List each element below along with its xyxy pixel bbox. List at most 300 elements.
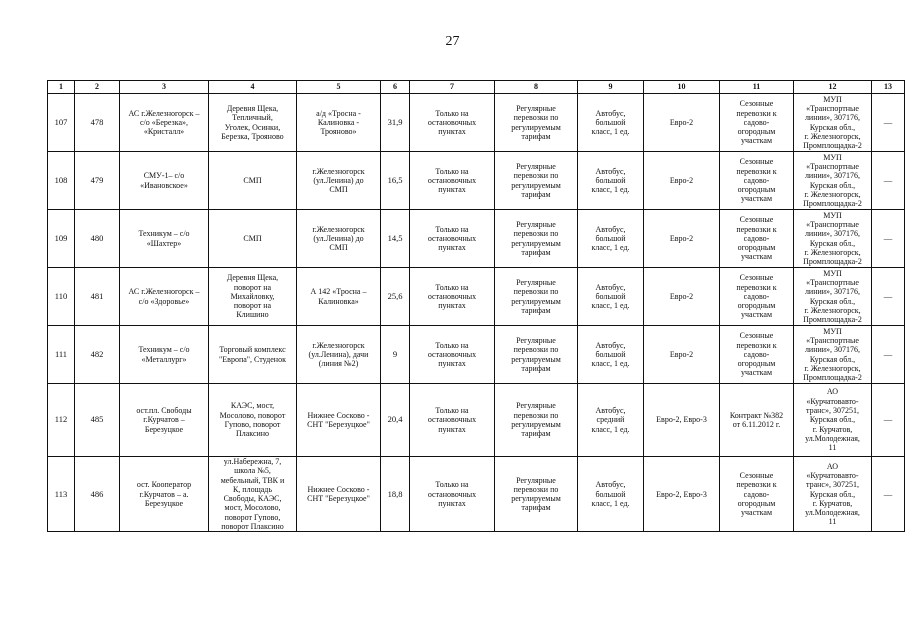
cell-line: Только на — [435, 340, 469, 350]
column-header-1: 1 — [48, 81, 75, 94]
table-cell-col-12 — [794, 210, 872, 268]
cell-line: СМП — [243, 175, 262, 185]
cell-line: поворот Гупово, — [224, 512, 281, 522]
cell-line: А 142 «Тросна – — [310, 287, 367, 297]
cell-line: перевозки к — [736, 282, 777, 292]
cell-line: Курская обл., — [809, 180, 856, 190]
cell-line: «Транспортные — [806, 161, 859, 171]
cell-line: огородным — [737, 498, 776, 508]
table-cell-col-11 — [720, 326, 794, 384]
column-header-5: 5 — [297, 81, 381, 94]
cell-line: участкам — [741, 194, 772, 204]
cell-line: МУП — [823, 94, 842, 104]
cell-line: ост. Кооператор — [136, 480, 192, 490]
cell-line: АО — [826, 387, 839, 397]
table-cell-col-2: 480 — [75, 210, 120, 268]
column-header-2: 2 — [75, 81, 120, 94]
cell-line: остановочных — [427, 117, 477, 127]
cell-line: транс», 307251, — [806, 406, 859, 416]
cell-line: МУП — [823, 268, 842, 278]
cell-line: перевозки к — [736, 166, 777, 176]
cell-line: поворот на — [233, 301, 272, 311]
table-cell-col-11 — [720, 384, 794, 457]
cell-line: МУП — [823, 210, 842, 220]
cell-line: участкам — [741, 136, 772, 146]
table-cell-col-6: 14,5 — [381, 210, 410, 268]
cell-line: 11 — [828, 517, 837, 527]
cell-line: Березуцкое — [144, 498, 184, 508]
cell-line: «Кристалл» — [143, 127, 185, 137]
table-cell-col-4 — [209, 94, 297, 152]
cell-line: регулируемым — [511, 494, 561, 504]
cell-line: линии», 307176, — [804, 287, 861, 297]
cell-line: Регулярные — [516, 277, 556, 287]
cell-line: класс, 1 ед. — [591, 424, 630, 434]
table-row — [48, 457, 905, 532]
cell-line: г. Железногорск, — [804, 189, 861, 199]
cell-line: Евро-2 — [669, 291, 694, 301]
cell-line: большой — [595, 349, 626, 359]
cell-line: г.Курчатов – — [143, 415, 185, 425]
table-cell-col-1: 107 — [48, 94, 75, 152]
table-cell-col-5 — [297, 326, 381, 384]
cell-line: г. Железногорск, — [804, 247, 861, 257]
cell-line: Только на — [435, 406, 469, 416]
cell-line: участкам — [741, 508, 772, 518]
cell-line: 11 — [828, 443, 837, 453]
cell-line: Деревня Щека, — [226, 273, 279, 283]
table-cell-col-7 — [410, 384, 495, 457]
cell-line: Только на — [435, 224, 469, 234]
cell-line: остановочных — [427, 291, 477, 301]
table-cell-col-8 — [495, 152, 578, 210]
cell-line: с/о «Березка», — [139, 117, 189, 127]
cell-line: садово- — [743, 291, 770, 301]
table-cell-col-6: 31,9 — [381, 94, 410, 152]
table-cell-col-10 — [644, 152, 720, 210]
table-cell-col-11 — [720, 268, 794, 326]
cell-line: «Транспортные — [806, 277, 859, 287]
table-cell-col-12 — [794, 384, 872, 457]
cell-line: К, площадь — [232, 484, 273, 494]
cell-line: школа №5, — [234, 466, 271, 476]
cell-line: Михайловку, — [230, 291, 275, 301]
table-cell-col-6: 16,5 — [381, 152, 410, 210]
cell-line: г.Железногорск — [312, 224, 365, 234]
cell-line: Регулярные — [516, 161, 556, 171]
cell-line: транс», 307251, — [806, 480, 859, 490]
cell-line: огородным — [737, 243, 776, 253]
table-cell-col-6: 20,4 — [381, 384, 410, 457]
cell-line: перевозки к — [736, 108, 777, 118]
cell-line: г. Железногорск, — [804, 363, 861, 373]
cell-line: МУП — [823, 326, 842, 336]
table-cell-col-7 — [410, 268, 495, 326]
table-row — [48, 94, 905, 152]
cell-line: перевозки по — [513, 113, 559, 123]
routes-table — [47, 80, 905, 532]
cell-line: пунктах — [438, 301, 466, 311]
table-cell-col-10 — [644, 210, 720, 268]
cell-line: класс, 1 ед. — [591, 498, 630, 508]
cell-line: садово- — [743, 175, 770, 185]
table-cell-col-5 — [297, 152, 381, 210]
cell-line: «Транспортные — [806, 335, 859, 345]
table-cell-col-4 — [209, 152, 297, 210]
cell-line: Плаксино — [235, 429, 270, 439]
table-cell-col-12 — [794, 326, 872, 384]
cell-line: Промплощадка-2 — [803, 141, 862, 151]
cell-line: Евро-2 — [669, 233, 694, 243]
cell-line: «Ивановское» — [140, 180, 188, 190]
cell-line: садово- — [743, 117, 770, 127]
cell-line: участкам — [741, 252, 772, 262]
cell-line: тарифам — [521, 363, 551, 373]
cell-line: Регулярные — [516, 103, 556, 113]
cell-line: перевозки к — [736, 224, 777, 234]
table-cell-col-4 — [209, 210, 297, 268]
cell-line: линии», 307176, — [804, 113, 861, 123]
cell-line: г.Железногорск — [312, 340, 365, 350]
table-cell-col-1: 109 — [48, 210, 75, 268]
cell-line: Торговый комплекс — [219, 345, 286, 355]
cell-line: Евро-2, Евро-3 — [656, 489, 707, 499]
column-header-10: 10 — [644, 81, 720, 94]
table-cell-col-2: 479 — [75, 152, 120, 210]
table-cell-col-8 — [495, 94, 578, 152]
cell-line: (ул.Ленина) до — [313, 233, 364, 243]
cell-line: тарифам — [521, 503, 551, 513]
cell-line: ул.Молодежная, — [805, 433, 860, 443]
cell-line: участкам — [741, 310, 772, 320]
table-cell-col-5 — [297, 94, 381, 152]
cell-line: поворот Плаксино — [221, 522, 284, 532]
cell-line: остановочных — [427, 349, 477, 359]
cell-line: садово- — [743, 489, 770, 499]
cell-line: Курская обл., — [809, 489, 856, 499]
table-cell-col-7 — [410, 210, 495, 268]
table-cell-col-2: 485 — [75, 384, 120, 457]
cell-line: Уголек, Осинки, — [224, 122, 281, 132]
cell-line: СНТ "Березуцкое" — [307, 420, 370, 429]
cell-line: «Курчатовавто- — [806, 470, 859, 480]
table-cell-col-8 — [495, 384, 578, 457]
cell-line: Калиновка» — [318, 296, 359, 306]
cell-line: большой — [595, 117, 626, 127]
table-cell-col-10 — [644, 457, 720, 532]
table-cell-col-9 — [578, 94, 644, 152]
table-cell-col-12 — [794, 457, 872, 532]
table-cell-col-5 — [297, 210, 381, 268]
cell-line: Автобус, — [595, 224, 626, 234]
cell-line: линии», 307176, — [804, 345, 861, 355]
cell-line: (линия №2) — [318, 359, 359, 369]
cell-line: класс, 1 ед. — [591, 243, 630, 253]
cell-line: Нижнее Сосково - — [307, 484, 370, 494]
cell-line: Сезонные — [739, 99, 774, 109]
table-cell-col-3 — [120, 152, 209, 210]
table-cell-col-5 — [297, 457, 381, 532]
table-cell-col-5 — [297, 384, 381, 457]
cell-line: Евро-2 — [669, 349, 694, 359]
cell-line: регулируемым — [511, 296, 561, 306]
table-row — [48, 326, 905, 384]
cell-line: Регулярные — [516, 401, 556, 411]
cell-line: Деревня Щека, — [226, 103, 279, 113]
table-cell-col-7 — [410, 94, 495, 152]
cell-line: СМП — [243, 233, 262, 243]
table-body — [48, 94, 905, 532]
table-cell-col-2: 478 — [75, 94, 120, 152]
cell-line: Только на — [435, 108, 469, 118]
table-cell-col-4 — [209, 268, 297, 326]
cell-line: садово- — [743, 349, 770, 359]
table-cell-col-6: 18,8 — [381, 457, 410, 532]
table-cell-col-6: 25,6 — [381, 268, 410, 326]
table-cell-col-9 — [578, 268, 644, 326]
column-header-4: 4 — [209, 81, 297, 94]
table-cell-col-8 — [495, 457, 578, 532]
cell-line: класс, 1 ед. — [591, 301, 630, 311]
cell-line: "Европа", Студенок — [219, 354, 286, 364]
cell-line: Техникум – с/о — [138, 345, 190, 355]
table-cell-col-8 — [495, 326, 578, 384]
cell-line: пунктах — [438, 185, 466, 195]
table-cell-col-13: — — [872, 210, 905, 268]
table-cell-col-9 — [578, 326, 644, 384]
table-cell-col-4 — [209, 457, 297, 532]
page-number: 27 — [445, 34, 460, 49]
cell-line: Регулярные — [516, 219, 556, 229]
cell-line: Автобус, — [595, 406, 626, 416]
table-cell-col-8 — [495, 210, 578, 268]
table-cell-col-10 — [644, 384, 720, 457]
cell-line: Техникум – с/о — [138, 229, 190, 239]
cell-line: линии», 307176, — [804, 229, 861, 239]
table-cell-col-10 — [644, 326, 720, 384]
cell-line: пунктах — [438, 127, 466, 137]
cell-line: Промплощадка-2 — [803, 315, 862, 325]
table-cell-col-3 — [120, 268, 209, 326]
cell-line: СНТ "Березуцкое" — [307, 494, 370, 504]
cell-line: средний — [596, 415, 625, 425]
cell-line: Автобус, — [595, 108, 626, 118]
table-cell-col-13: — — [872, 384, 905, 457]
table-cell-col-7 — [410, 326, 495, 384]
table-cell-col-3 — [120, 94, 209, 152]
cell-line: г. Железногорск, — [804, 131, 861, 141]
column-header-13: 13 — [872, 81, 905, 94]
table-cell-col-11 — [720, 457, 794, 532]
cell-line: класс, 1 ед. — [591, 127, 630, 137]
cell-line: перевозки к — [736, 480, 777, 490]
cell-line: СМП — [329, 243, 348, 253]
table-cell-col-13: — — [872, 326, 905, 384]
cell-line: Автобус, — [595, 340, 626, 350]
cell-line: регулируемым — [511, 354, 561, 364]
table-cell-col-11 — [720, 94, 794, 152]
table-cell-col-4 — [209, 384, 297, 457]
cell-line: перевозки по — [513, 345, 559, 355]
cell-line: перевозки по — [513, 287, 559, 297]
table-cell-col-13: — — [872, 152, 905, 210]
cell-line: большой — [595, 233, 626, 243]
cell-line: «Металлург» — [141, 354, 187, 364]
table-cell-col-8 — [495, 268, 578, 326]
header-row — [48, 81, 905, 94]
cell-line: тарифам — [521, 247, 551, 257]
cell-line: (ул.Ленина), дачи — [308, 349, 369, 359]
cell-line: поворот на — [233, 282, 272, 292]
table-cell-col-1: 113 — [48, 457, 75, 532]
cell-line: Клишино — [236, 310, 269, 320]
cell-line: класс, 1 ед. — [591, 185, 630, 195]
cell-line: Свободы, КАЭС, — [223, 494, 282, 504]
cell-line: ост.пл. Свободы — [136, 406, 192, 416]
table-cell-col-9 — [578, 210, 644, 268]
cell-line: перевозки по — [513, 484, 559, 494]
cell-line: класс, 1 ед. — [591, 359, 630, 369]
table-cell-col-11 — [720, 210, 794, 268]
cell-line: г.Курчатов – а. — [139, 489, 189, 499]
cell-line: перевозки по — [513, 410, 559, 420]
table-cell-col-2: 482 — [75, 326, 120, 384]
table-cell-col-13: — — [872, 457, 905, 532]
cell-line: остановочных — [427, 489, 477, 499]
cell-line: Сезонные — [739, 331, 774, 341]
table-cell-col-10 — [644, 94, 720, 152]
cell-line: огородным — [737, 359, 776, 369]
cell-line: садово- — [743, 233, 770, 243]
column-header-12: 12 — [794, 81, 872, 94]
cell-line: Березуцкое — [144, 424, 184, 434]
cell-line: (ул.Ленина) до — [313, 175, 364, 185]
cell-line: СМП — [329, 185, 348, 195]
table-row — [48, 152, 905, 210]
cell-line: мост, Мосолово, — [224, 503, 281, 513]
cell-line: пунктах — [438, 243, 466, 253]
cell-line: Курская обл., — [809, 354, 856, 364]
cell-line: Промплощадка-2 — [803, 257, 862, 267]
cell-line: Сезонные — [739, 470, 774, 480]
cell-line: мебельный, ТВК и — [220, 475, 285, 485]
cell-line: перевозки по — [513, 229, 559, 239]
cell-line: линии», 307176, — [804, 171, 861, 181]
table-cell-col-12 — [794, 152, 872, 210]
table-cell-col-12 — [794, 94, 872, 152]
table-cell-col-3 — [120, 210, 209, 268]
table-cell-col-5 — [297, 268, 381, 326]
cell-line: участкам — [741, 368, 772, 378]
cell-line: большой — [595, 291, 626, 301]
table-cell-col-1: 112 — [48, 384, 75, 457]
cell-line: Автобус, — [595, 480, 626, 490]
cell-line: пунктах — [438, 359, 466, 369]
cell-line: регулируемым — [511, 122, 561, 132]
cell-line: большой — [595, 489, 626, 499]
cell-line: Сезонные — [739, 273, 774, 283]
cell-line: а/д «Тросна - — [316, 108, 361, 118]
cell-line: Только на — [435, 480, 469, 490]
cell-line: пунктах — [438, 424, 466, 434]
cell-line: Евро-2 — [669, 175, 694, 185]
cell-line: «Шахтер» — [146, 238, 182, 248]
cell-line: Курская обл., — [809, 122, 856, 132]
cell-line: Только на — [435, 166, 469, 176]
cell-line: Промплощадка-2 — [803, 199, 862, 209]
cell-line: КАЭС, мост, — [230, 401, 275, 411]
table-cell-col-13: — — [872, 268, 905, 326]
cell-line: тарифам — [521, 305, 551, 315]
column-header-8: 8 — [495, 81, 578, 94]
table-cell-col-3 — [120, 457, 209, 532]
cell-line: Регулярные — [516, 335, 556, 345]
cell-line: Трояново» — [320, 127, 357, 137]
cell-line: ул.Молодежная, — [805, 508, 860, 518]
cell-line: АО — [826, 461, 839, 471]
cell-line: Евро-2 — [669, 117, 694, 127]
cell-line: Калиновка - — [317, 117, 360, 127]
table-row — [48, 268, 905, 326]
cell-line: «Транспортные — [806, 103, 859, 113]
table-cell-col-13: — — [872, 94, 905, 152]
table-cell-col-1: 110 — [48, 268, 75, 326]
cell-line: Автобус, — [595, 166, 626, 176]
cell-line: Гупово, поворот — [224, 420, 281, 429]
cell-line: Нижнее Сосково - — [307, 410, 370, 420]
table-cell-col-4 — [209, 326, 297, 384]
cell-line: Курская обл., — [809, 296, 856, 306]
column-header-7: 7 — [410, 81, 495, 94]
column-header-9: 9 — [578, 81, 644, 94]
table-cell-col-3 — [120, 384, 209, 457]
cell-line: Березка, Трояново — [221, 131, 284, 141]
cell-line: тарифам — [521, 429, 551, 439]
cell-line: огородным — [737, 301, 776, 311]
cell-line: перевозки по — [513, 171, 559, 181]
cell-line: регулируемым — [511, 180, 561, 190]
cell-line: МУП — [823, 152, 842, 162]
table-row — [48, 210, 905, 268]
table-cell-col-11 — [720, 152, 794, 210]
cell-line: ул.Набережна, 7, — [223, 457, 282, 466]
cell-line: большой — [595, 175, 626, 185]
cell-line: Сезонные — [739, 157, 774, 167]
cell-line: Курская обл., — [809, 415, 856, 425]
table-cell-col-7 — [410, 457, 495, 532]
cell-line: остановочных — [427, 175, 477, 185]
cell-line: г.Железногорск — [312, 166, 365, 176]
cell-line: СМУ-1– с/о — [143, 171, 185, 181]
table-row — [48, 384, 905, 457]
cell-line: «Курчатовавто- — [806, 396, 859, 406]
cell-line: остановочных — [427, 415, 477, 425]
cell-line: Мосолово, поворот — [219, 410, 286, 420]
table-cell-col-6: 9 — [381, 326, 410, 384]
cell-line: Сезонные — [739, 215, 774, 225]
cell-line: от 6.11.2012 г. — [732, 420, 781, 429]
cell-line: «Транспортные — [806, 219, 859, 229]
column-header-6: 6 — [381, 81, 410, 94]
cell-line: Контракт №382 — [729, 410, 784, 420]
table-cell-col-9 — [578, 152, 644, 210]
cell-line: г. Курчатов, — [812, 498, 853, 508]
cell-line: Регулярные — [516, 475, 556, 485]
cell-line: Промплощадка-2 — [803, 373, 862, 383]
cell-line: регулируемым — [511, 238, 561, 248]
cell-line: тарифам — [521, 189, 551, 199]
cell-line: Курская обл., — [809, 238, 856, 248]
